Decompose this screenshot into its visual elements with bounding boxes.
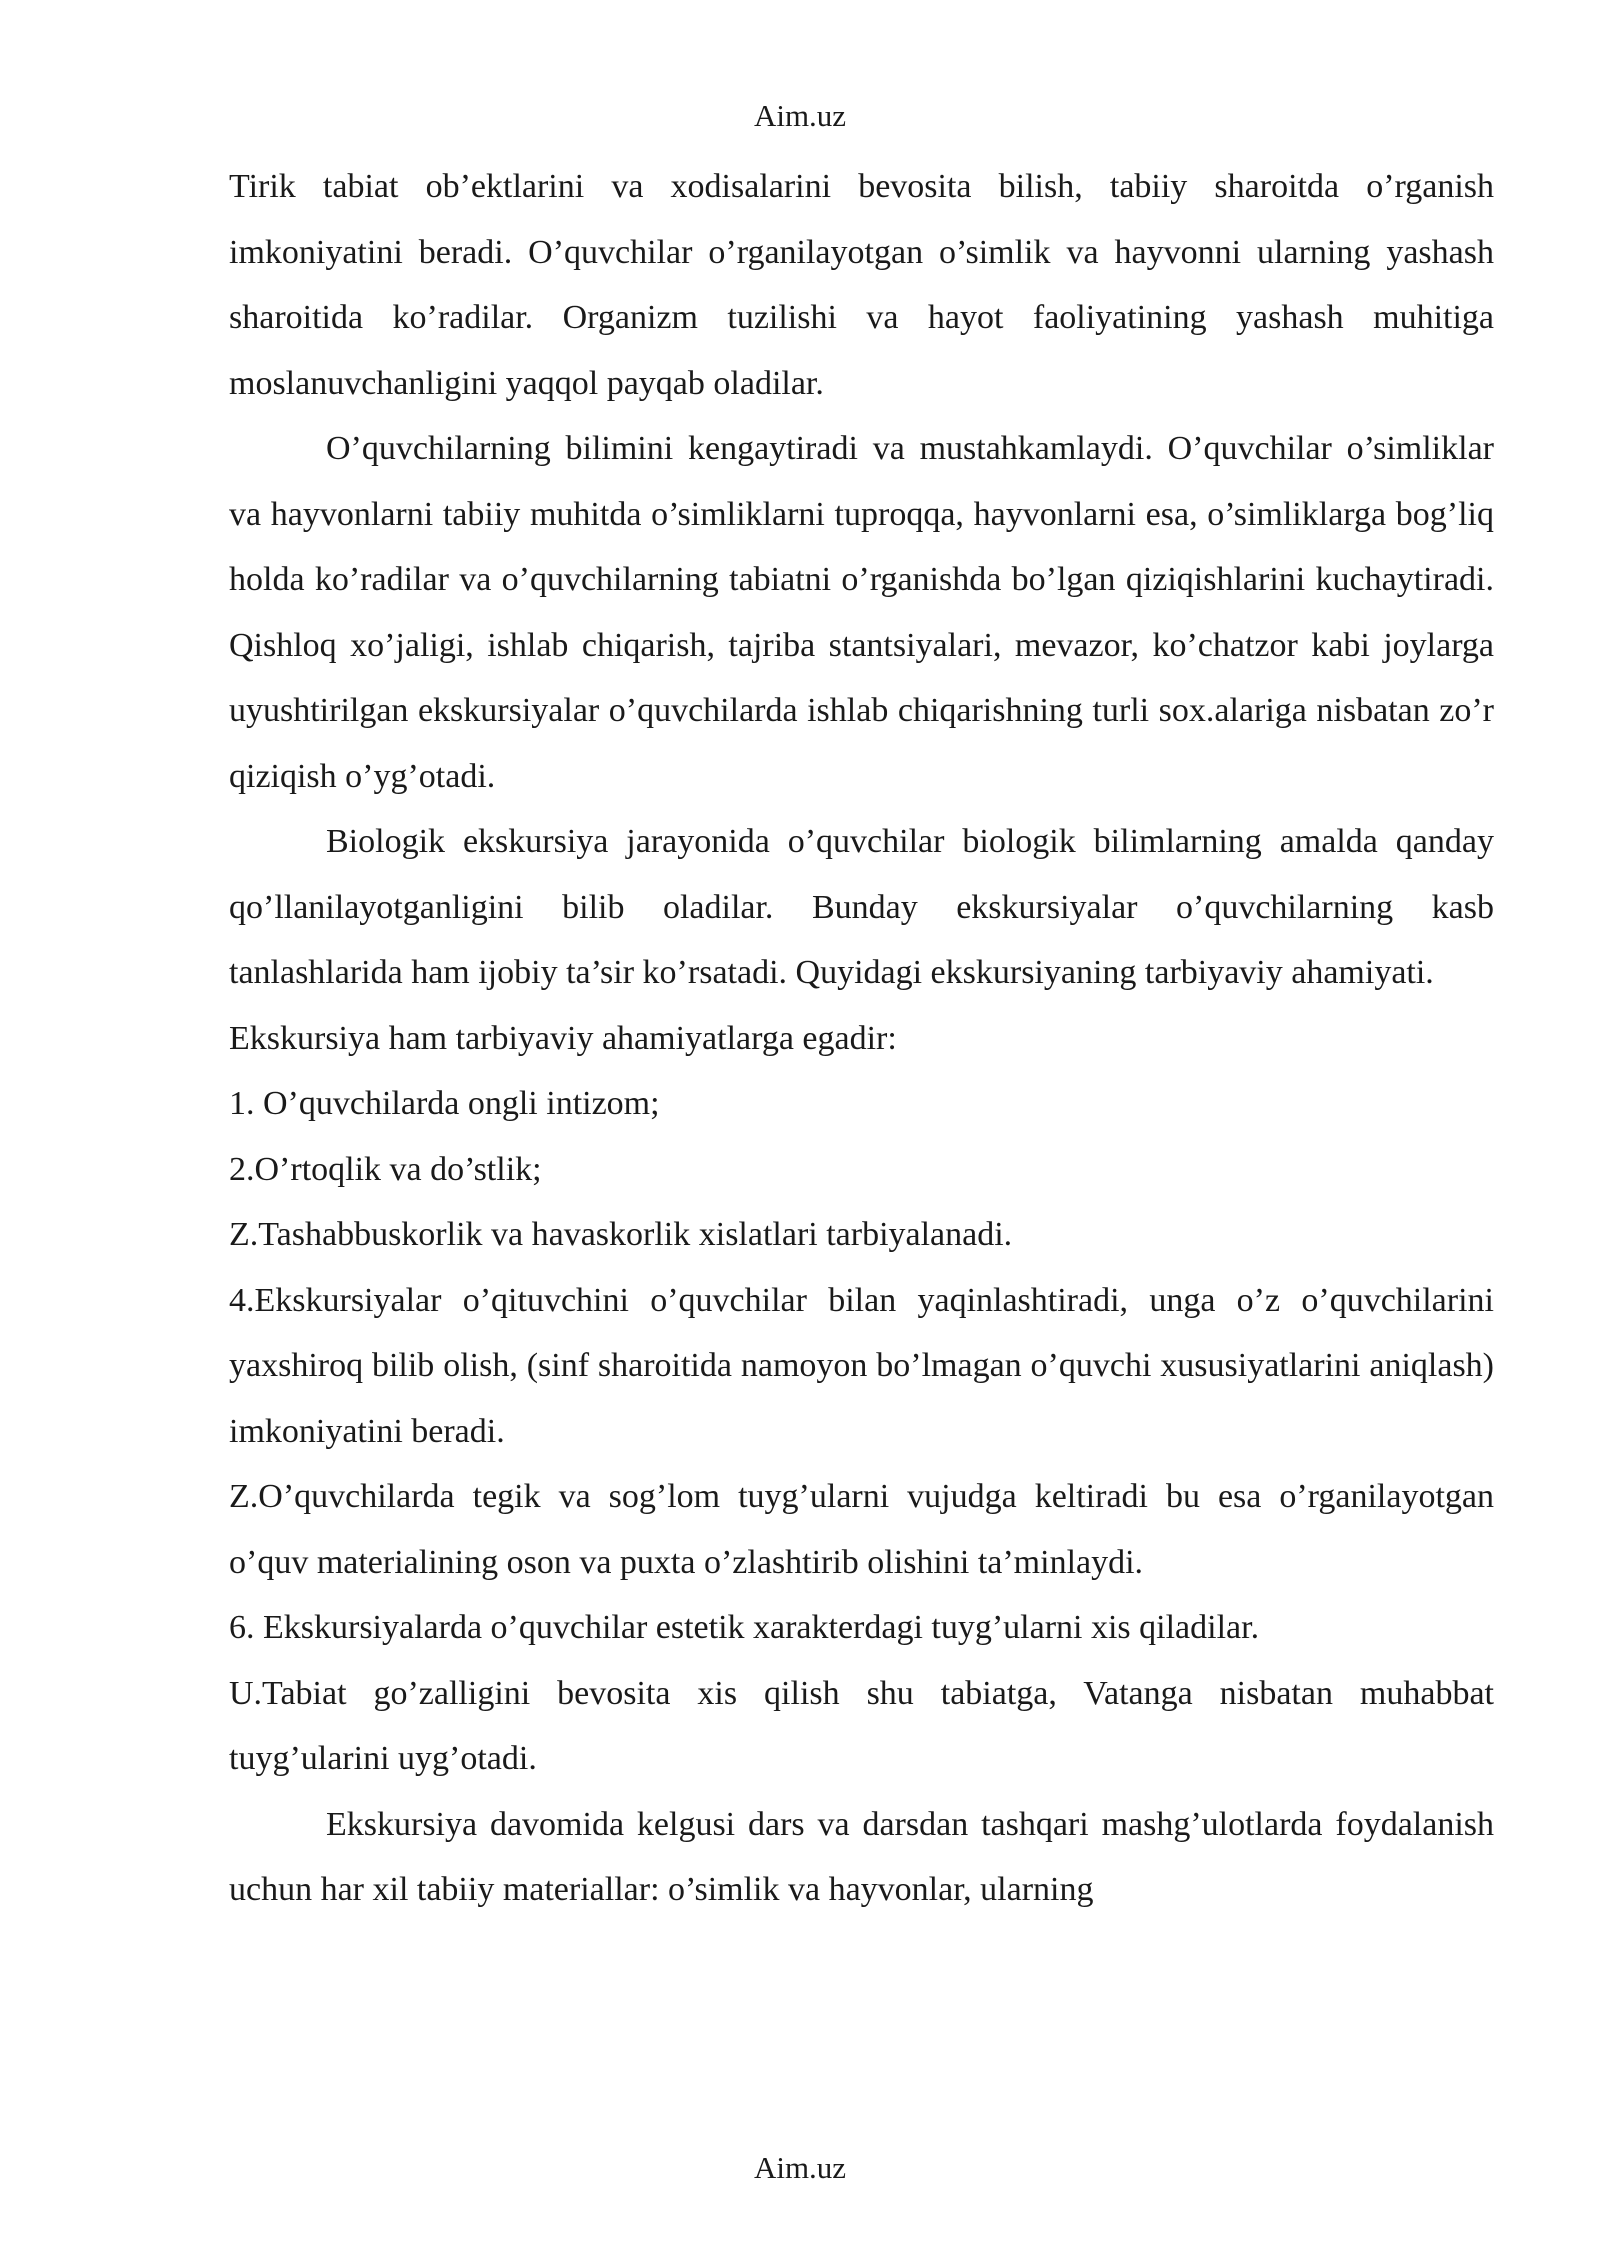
paragraph-biological-excursion: Biologik ekskursiya jarayonida o’quvchilar biologik bilimlarning amalda qanday qo’llanilayotganligini bilib oladilar. Bunday ekskursiyalar o’quvchilarning kasb tanlashlarida ham ijobiy ta’sir ko’rsatadi. Quyidagi ekskursiyaning tarbiyaviy ahamiyati. [229,823,1494,991]
list-item-2: 2.O’rtoqlik va do’stlik; [229,1150,542,1188]
paragraph-knowledge: O’quvchilarning bilimini kengaytiradi va mustahkamlaydi. O’quvchilar o’simliklar va hayvonlarni tabiiy muhitda o’simliklarni tuproqqa, hayvonlarni esa, o’simliklarga bog’liq holda ko’radilar va o’quvchilarning tabiatni o’rganishda bo’lgan qiziqishlarini kuchaytiradi. Qishloq xo’jaligi, ishlab chiqarish, tajriba stantsiyalari, mevazor, ko’chatzor kabi joylarga uyushtirilgan ekskursiyalar o’quvchilarda ishlab chiqarishning turli sox.alariga nisbatan zo’r qiziqish o’yg’otadi. [229,430,1494,795]
page-footer: Aim.uz [753,2150,847,2185]
page-header: Aim.uz [753,98,847,133]
paragraph-materials: Ekskursiya davomida kelgusi dars va darsdan tashqari mashg’ulotlarda foydalanish uchun har xil tabiiy materiallar: o’simlik va hayvonlar, ularning [229,1805,1494,1908]
list-item-4: 4.Ekskursiyalar o’qituvchini o’quvchilar bilan yaqinlashtiradi, unga o’z o’quvchilarini yaxshiroq bilib olish, (sinf sharoitida namoyon bo’lmagan o’quvchi xususiyatlarini aniqlash) imkoniyatini beradi. [229,1281,1494,1450]
list-item-1: 1. O’quvchilarda ongli intizom; [229,1085,660,1122]
list-item-7: U.Tabiat go’zalligini bevosita xis qilish shu tabiatga, Vatanga nisbatan muhabbat tuyg’ularini uyg’otadi. [229,1674,1494,1777]
list-heading: Ekskursiya ham tarbiyaviy ahamiyatlarga egadir: [229,1019,897,1057]
list-item-3: Z.Tashabbuskorlik va havaskorlik xislatlari tarbiyalanadi. [229,1216,1013,1253]
list-item-6: 6. Ekskursiyalarda o’quvchilar estetik xarakterdagi tuyg’ularni xis qiladilar. [229,1609,1260,1646]
document-body [229,154,1494,1923]
list-item-5: Z.O’quvchilarda tegik va sog’lom tuyg’ularni vujudga keltiradi bu esa o’rganilayotgan o’quv materialining oson va puxta o’zlashtirib olishini ta’minlaydi. [229,1478,1494,1581]
paragraph-intro: Tirik tabiat ob’ektlarini va xodisalarini bevosita bilish, tabiiy sharoitda o’rganish imkoniyatini beradi. O’quvchilar o’rganilayotgan o’simlik va hayvonni ularning yashash sharoitida ko’radilar. Organizm tuzilishi va hayot faoliyatining yashash muhitiga moslanuvchanligini yaqqol payqab oladilar. [229,168,1494,402]
